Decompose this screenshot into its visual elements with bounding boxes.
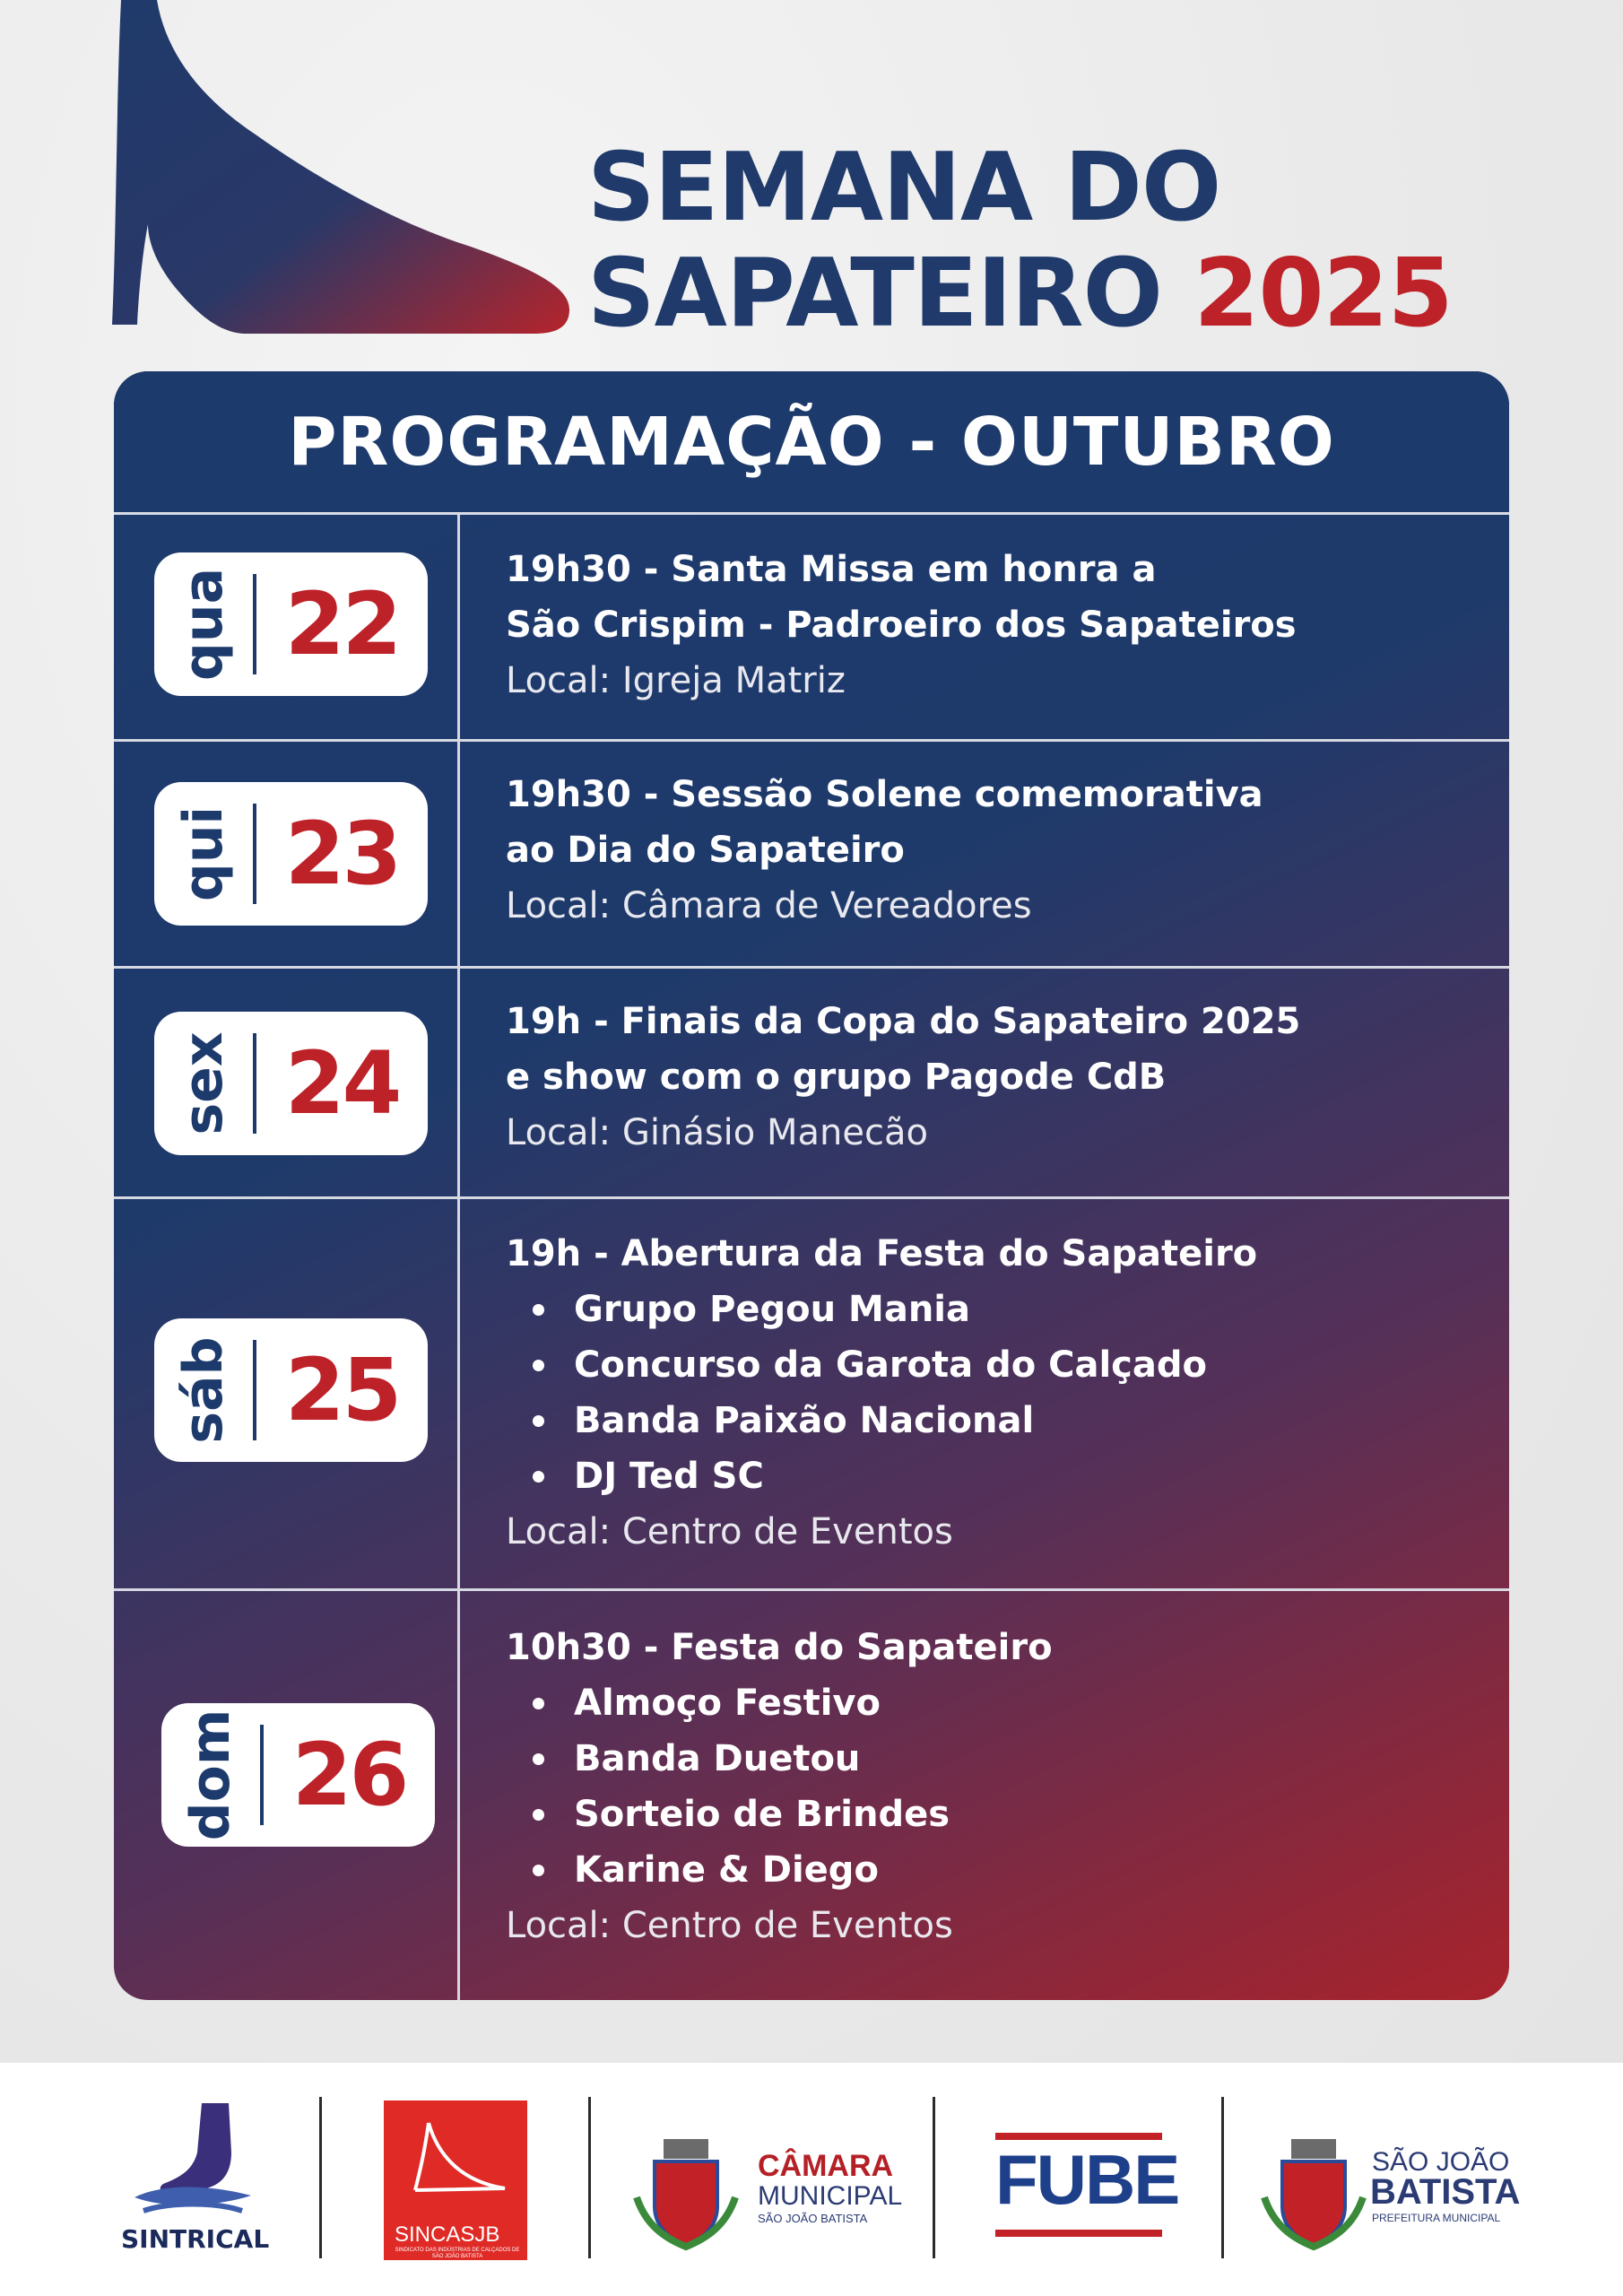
list-item: Karine & Diego [533,1842,1053,1898]
title-year: 2025 [1193,239,1453,348]
sjb-title: SÃO JOÃO [1372,2147,1510,2177]
date-badge [154,552,428,696]
event-location: Local: Centro de Eventos [506,1511,953,1552]
event-details [506,542,1297,709]
event-details [506,1620,1053,1953]
schedule-heading-text: PROGRAMAÇÃO - OUTUBRO [288,403,1335,481]
shoe-outline-icon [397,2118,514,2199]
schedule-row-dom [114,1588,1509,2000]
weekday-label: sáb [172,1336,235,1444]
list-item: Banda Paixão Nacional [533,1393,1257,1448]
event-item-list [506,1282,1257,1504]
day-number: 26 [291,1725,407,1825]
sincasjb-name: SINCASJB [395,2222,500,2247]
date-badge [161,1703,435,1847]
list-item: Almoço Festivo [533,1675,1053,1731]
schedule-row-sab [114,1196,1509,1588]
schedule-panel [114,371,1509,2000]
footer-separator [933,2097,935,2258]
event-title-line: 19h30 - Sessão Solene comemorativa [506,774,1263,815]
weekday-label: qua [172,567,235,682]
title-line-2: SAPATEIRO [587,239,1162,348]
event-details [506,994,1300,1161]
footer-separator [1221,2097,1224,2258]
camara-city: SÃO JOÃO BATISTA [758,2212,868,2225]
list-item: Concurso da Garota do Calçado [533,1337,1257,1393]
fube-logo: FUBE [995,2140,1179,2219]
day-number: 23 [284,804,400,904]
date-badge [154,1318,428,1462]
footer-separator [319,2097,322,2258]
camara-subtitle: MUNICIPAL [758,2181,903,2211]
event-title-line: 19h - Abertura da Festa do Sapateiro [506,1233,1258,1274]
city-crest-icon [632,2135,740,2251]
high-heel-shoe-icon [112,0,578,341]
event-title-line: 19h - Finais da Copa do Sapateiro 2025 [506,1001,1301,1042]
list-item: Grupo Pegou Mania [533,1282,1257,1337]
event-details [506,1226,1257,1560]
event-item-list [506,1675,1053,1898]
event-location: Local: Câmara de Vereadores [506,885,1032,926]
event-title-line: ao Dia do Sapateiro [506,830,905,871]
list-item: Sorteio de Brindes [533,1787,1053,1842]
sjb-caption: PREFEITURA MUNICIPAL [1372,2212,1501,2224]
sjb-subtitle: BATISTA [1370,2172,1521,2212]
list-item: Banda Duetou [533,1731,1053,1787]
city-crest-icon [1260,2135,1367,2251]
title-line-1: SEMANA DO [587,133,1221,242]
day-number: 25 [284,1340,400,1440]
list-item: DJ Ted SC [533,1448,1257,1504]
schedule-heading [114,371,1509,515]
camara-title: CÂMARA [758,2149,894,2183]
day-number: 22 [284,574,400,674]
event-details [506,767,1263,934]
fube-bar [995,2230,1162,2237]
schedule-row-sex [114,966,1509,1196]
sintrical-logo-icon [117,2099,269,2224]
weekday-label: qui [172,805,235,902]
date-badge [154,782,428,926]
page-title [587,135,1453,346]
weekday-label: dom [179,1709,242,1841]
sintrical-name: SINTRICAL [121,2224,270,2254]
weekday-label: sex [172,1031,235,1135]
event-title-line: 19h30 - Santa Missa em honra a [506,549,1157,590]
event-location: Local: Centro de Eventos [506,1905,953,1946]
day-number: 24 [284,1033,400,1134]
event-title-line: e show com o grupo Pagode CdB [506,1057,1167,1098]
schedule-row-qua [114,515,1509,739]
footer-separator [588,2097,591,2258]
schedule-row-qui [114,739,1509,966]
event-title-line: 10h30 - Festa do Sapateiro [506,1627,1053,1668]
event-location: Local: Igreja Matriz [506,660,846,701]
sincasjb-subtitle: SINDICATO DAS INDÚSTRIAS DE CALÇADOS DE SÃO JOÃO BATISTA [395,2248,520,2259]
date-badge [154,1012,428,1155]
event-title-line: São Crispim - Padroeiro dos Sapateiros [506,604,1297,646]
event-location: Local: Ginásio Manecão [506,1112,928,1153]
